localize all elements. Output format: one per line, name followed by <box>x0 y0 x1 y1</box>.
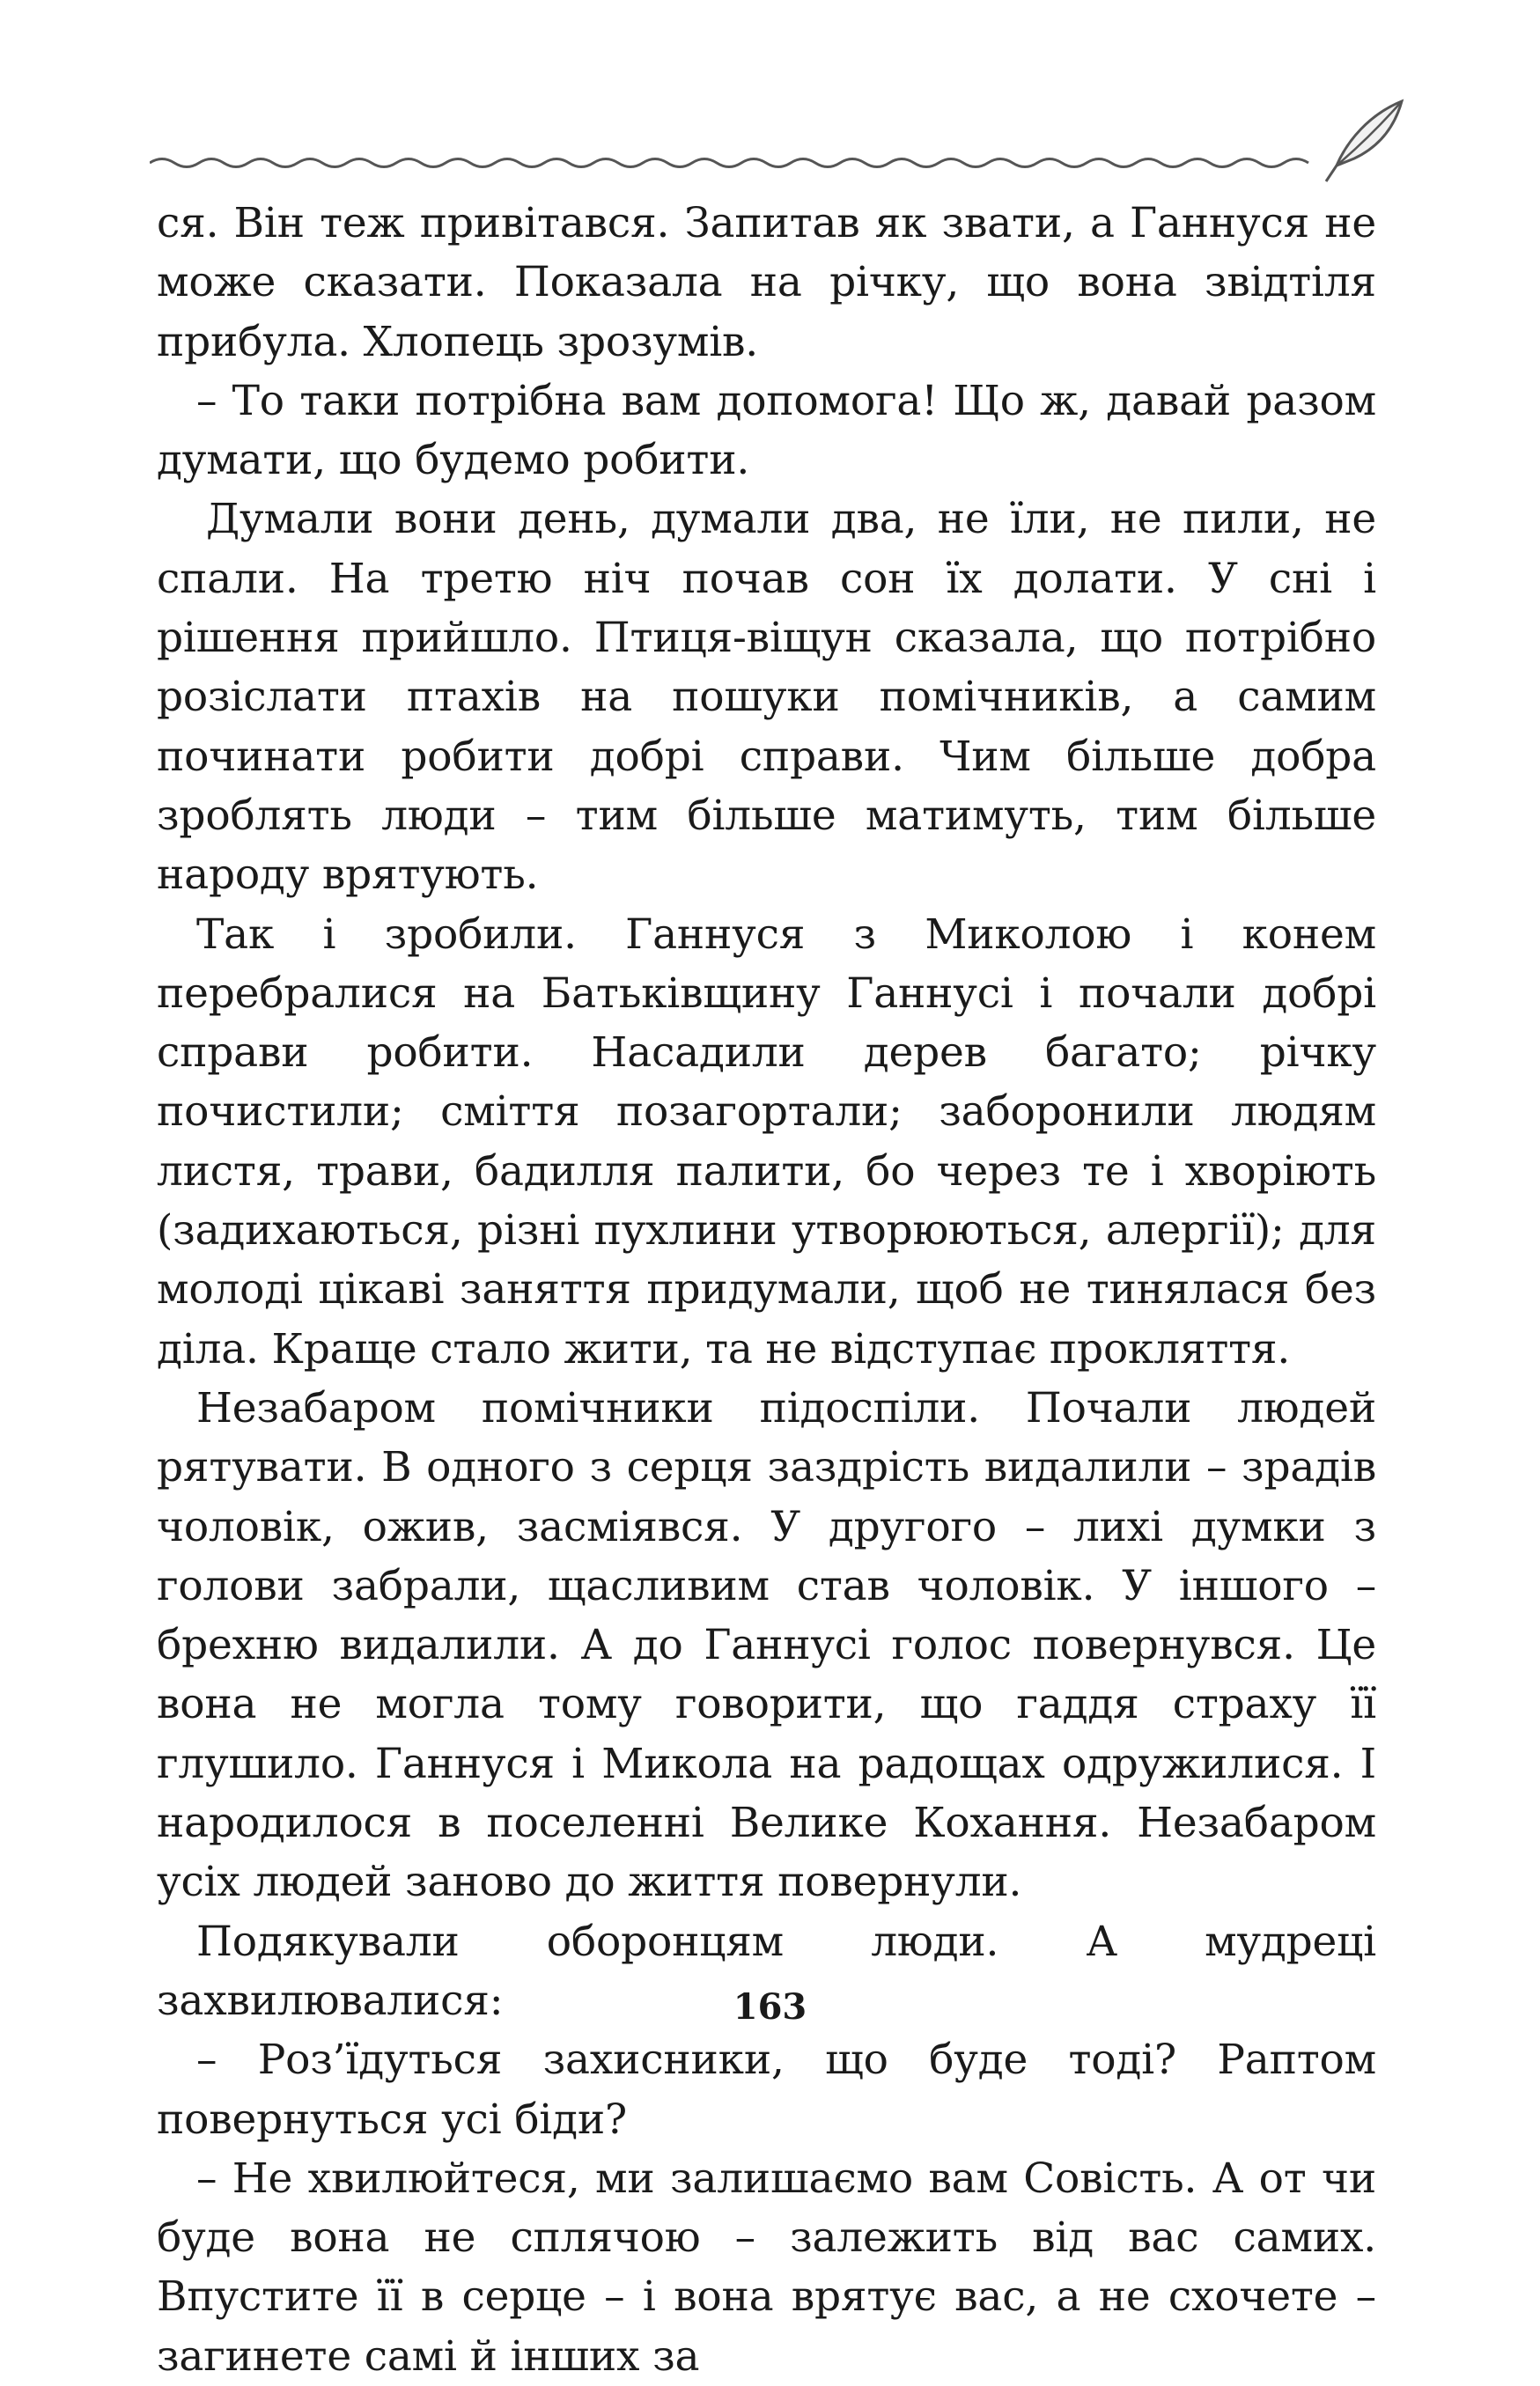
paragraph: – Не хвилюйтеся, ми залишаємо вам Совість. А от чи буде вона не сплячою – залежить від вас самих. Впустите її в серце – і вона врятує вас, а не схочете – загинете самі й інших за <box>157 2154 1376 2381</box>
header-ornament-feather-icon <box>150 92 1409 189</box>
feather-quill-icon <box>1326 101 1402 181</box>
body-text <box>157 194 1376 2386</box>
page-number: 163 <box>733 1986 807 2028</box>
paragraph: ся. Він теж привітався. Запитав як звати, а Ганнуся не може сказати. Показала на річку, що вона звідтіля прибула. Хлопець зрозумів. <box>157 199 1376 366</box>
paragraph: – То таки потрібна вам допомога! Що ж, давай разом думати, що будемо робити. <box>157 376 1376 485</box>
wavy-line-icon <box>150 159 1308 167</box>
paragraph: Подякували оборонцям люди. А мудреці захвилювалися: <box>157 1917 1376 2025</box>
paragraph: Думали вони день, думали два, не їли, не пили, не спали. На третю ніч почав сон їх долати. У сні і рішення прийшло. Птиця-віщун сказала, що потрібно розіслати птахів на пошуки помічників, а самим починати робити добрі справи. Чим більше добра зроблять люди – тим більше матимуть, тим більше народу врятують. <box>157 495 1376 900</box>
paragraph: Незабаром помічники підоспіли. Почали людей рятувати. В одного з серця заздрість видалили – зрадів чоловік, ожив, засміявся. У другого – лихі думки з голови забрали, щасливим став чоловік. У іншого – брехню видалили. А до Ганнусі голос повернувся. Це вона не могла тому говорити, що гаддя страху її глушило. Ганнуся і Микола на радощах одружилися. І народилося в поселенні Велике Кохання. Незабаром усіх людей заново до життя повернули. <box>157 1383 1376 1907</box>
paragraph: Так і зробили. Ганнуся з Миколою і конем перебралися на Батьківщину Ганнусі і почали добрі справи робити. Насадили дерев багато; річку почистили; сміття позагортали; заборонили людям листя, трави, бадилля палити, бо через те і хворіють (задихаються, різні пухлини утворюються, алергії); для молоді цікаві заняття придумали, щоб не тинялася без діла. Краще стало жити, та не відступає прокляття. <box>157 909 1376 1373</box>
paragraph: – Роз’їдуться захисники, що буде тоді? Раптом повернуться усі біди? <box>157 2036 1376 2144</box>
